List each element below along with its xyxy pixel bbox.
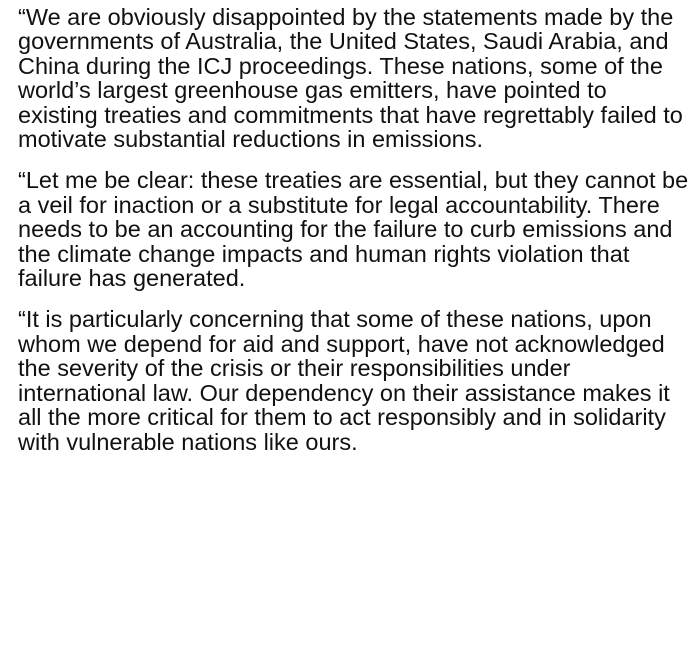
paragraph-3: “It is particularly concerning that some of these nations, upon whom we depend for aid and support, have not acknowledged the severity of the crisis or their responsibilities under international law. Our dependency on their assistance makes it all the more critical for them to act responsibly and in solidarity with vulnerable nations like ours. (18, 306, 670, 455)
paragraph-1: “We are obviously disappointed by the statements made by the governments of Australia, the United States, Saudi Arabia, and China during the ICJ proceedings. These nations, some of the world’s largest greenhouse gas emitters, have pointed to existing treaties and commitments that have regrettably failed to motivate substantial reductions in emissions. (18, 4, 683, 153)
paragraph-2: “Let me be clear: these treaties are essential, but they cannot be a veil for inaction or a substitute for legal accountability. There needs to be an accounting for the failure to curb emissions and the climate change impacts and human rights violation that failure has generated. (18, 167, 689, 292)
statement-text (18, 5, 690, 454)
